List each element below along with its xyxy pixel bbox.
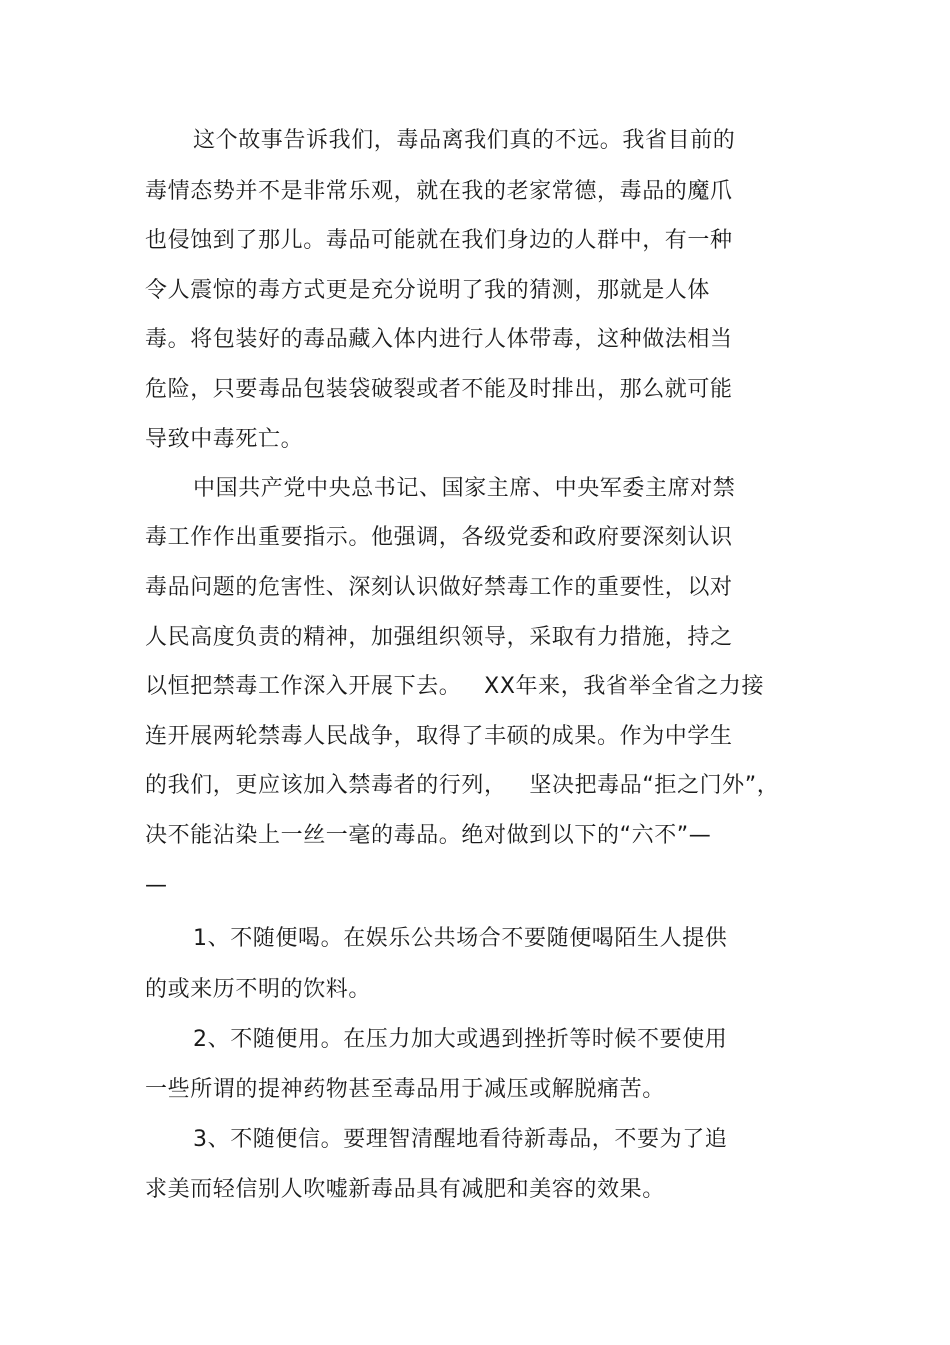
list-item-line: 一些所谓的提神药物甚至毒品用于减压或解脱痛苦。 xyxy=(145,1077,665,1102)
list-item-line: 求美而轻信别人吹嘘新毒品具有减肥和美容的效果。 xyxy=(145,1177,665,1202)
paragraph-line: 毒。将包装好的毒品藏入体内进行人体带毒，这种做法相当 xyxy=(145,327,733,352)
paragraph-line: 令人震惊的毒方式更是充分说明了我的猜测，那就是人体 xyxy=(145,278,711,303)
paragraph-line: 的我们，更应该加入禁毒者的行列， 坚决把毒品“拒之门外”， xyxy=(145,773,780,798)
paragraph-line: 毒品问题的危害性、深刻认识做好禁毒工作的重要性，以对 xyxy=(145,575,733,600)
paragraph-line: — xyxy=(145,873,168,898)
paragraph-line: 决不能沾染上一丝一毫的毒品。绝对做到以下的“六不”— xyxy=(145,823,712,848)
paragraph-line: 导致中毒死亡。 xyxy=(145,427,304,452)
paragraph-line: 中国共产党中央总书记、国家主席、中央军委主席对禁 xyxy=(193,476,736,501)
paragraph-line: 毒情态势并不是非常乐观，就在我的老家常德，毒品的魔爪 xyxy=(145,179,733,204)
paragraph-line: 这个故事告诉我们，毒品离我们真的不远。我省目前的 xyxy=(193,128,736,153)
list-item-line: 2、不随便用。在压力加大或遇到挫折等时候不要使用 xyxy=(193,1027,728,1052)
paragraph-line: 也侵蚀到了那儿。毒品可能就在我们身边的人群中，有一种 xyxy=(145,228,733,253)
paragraph-line: 连开展两轮禁毒人民战争，取得了丰硕的成果。作为中学生 xyxy=(145,724,733,749)
paragraph-line: 人民高度负责的精神，加强组织领导，采取有力措施，持之 xyxy=(145,625,733,650)
paragraph-line: 毒工作作出重要指示。他强调，各级党委和政府要深刻认识 xyxy=(145,525,733,550)
paragraph-line: 以恒把禁毒工作深入开展下去。 XX年来，我省举全省之力接 xyxy=(145,674,765,699)
paragraph-line: 危险，只要毒品包装袋破裂或者不能及时排出，那么就可能 xyxy=(145,377,733,402)
list-item-line: 3、不随便信。要理智清醒地看待新毒品，不要为了追 xyxy=(193,1127,728,1152)
list-item-line: 1、不随便喝。在娱乐公共场合不要随便喝陌生人提供 xyxy=(193,926,728,951)
list-item-line: 的或来历不明的饮料。 xyxy=(145,977,372,1002)
